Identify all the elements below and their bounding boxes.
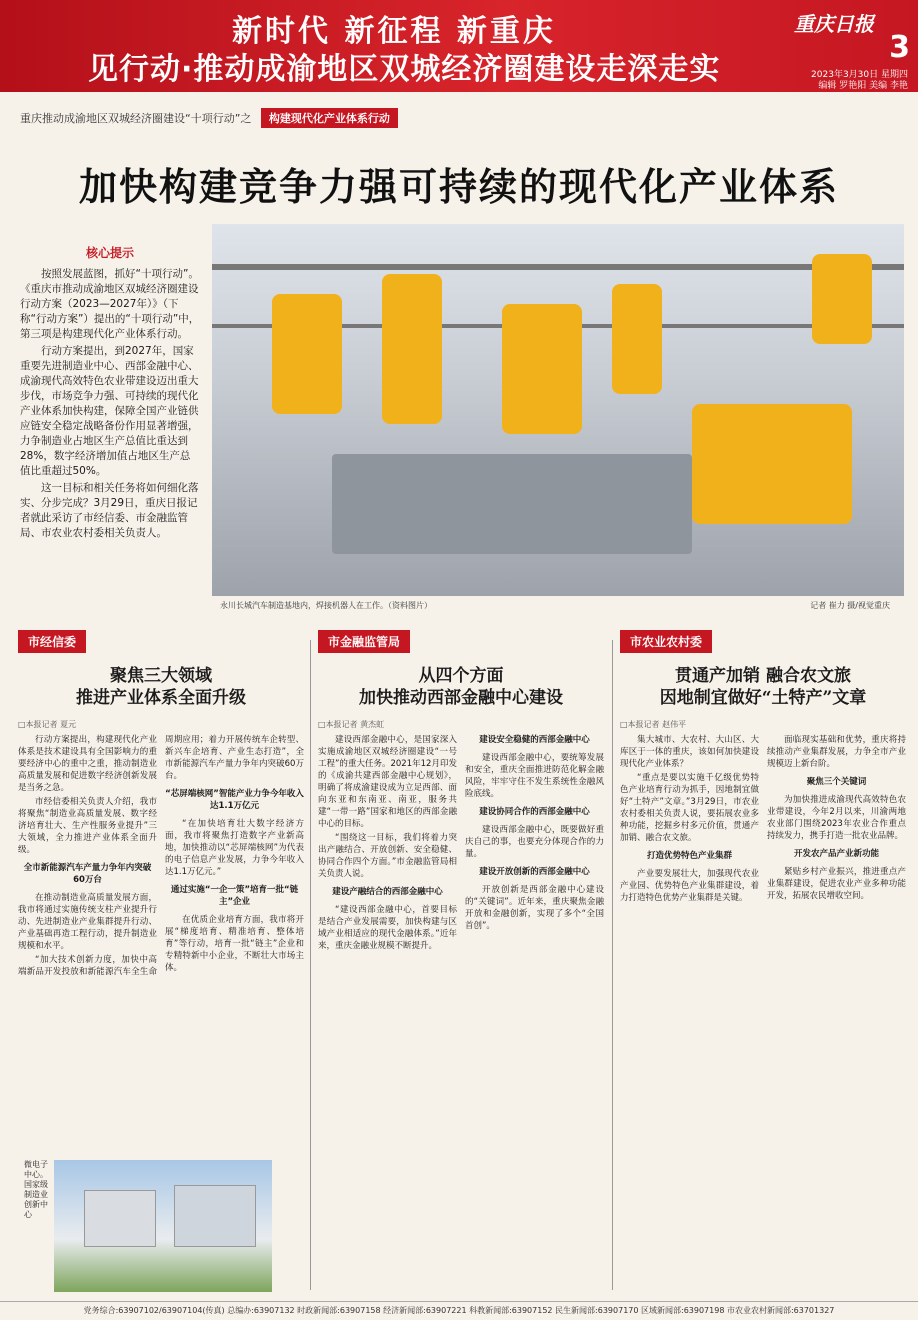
subheading: 通过实施“一企一策”培育一批“链主”企业 — [170, 885, 299, 907]
column-divider — [310, 640, 311, 1290]
robot-arm — [502, 304, 582, 434]
paragraph: 市经信委相关负责人介绍，我市将聚焦“制造业高质量发展、数字经济培育壮大、生产性服务业提升”三大领域，全力推进产业体系全面升级。 — [18, 797, 157, 855]
subheading: “芯屏端核网”智能产业力争今年收入达1.1万亿元 — [165, 789, 304, 811]
article-col3 — [620, 630, 906, 1292]
title-line: 因地制宜做好“土特产”文章 — [659, 688, 867, 708]
column-divider — [612, 640, 613, 1290]
summary-p1: 按照发展蓝图，抓好“十项行动”。《重庆市推动成渝地区双城经济圈建设行动方案（2023—2027年）》（下称“行动方案”）提出的“十项行动”中，第三项是构建现代化产业体系行动。 — [20, 268, 200, 340]
byline: □本报记者 夏元 — [18, 720, 77, 729]
paragraph: “在加快培育壮大数字经济方面，我市将聚焦打造数字产业新高地，加快推动以“芯屏端核网”为代表的电子信息产业发展，力争今年收入达1.1万亿元。” — [165, 819, 304, 877]
robot-arm — [812, 254, 872, 344]
main-headline: 加快构建竞争力强可持续的现代化产业体系 — [78, 164, 839, 209]
paragraph: 在优质企业培育方面，我市将开展“梯度培育、精准培育、整体培育”等行动，培育一批“链主”企业和专精特新中小企业，不断壮大市场主体。 — [165, 915, 304, 973]
paragraph: “加大技术创新力度，加快中高端新品开发投放和新能源汽车全生命周期应用；着力开展传统车企转型、新兴车企培育、产业生态打造”，全市新能源汽车产量力争年内突破60万台。 — [18, 735, 304, 977]
subheading: 建设产融结合的西部金融中心 — [332, 887, 443, 897]
header-line1: 新时代 新征程 新重庆 — [232, 14, 556, 49]
robot-arm — [272, 294, 342, 414]
paragraph: 在推动制造业高质量发展方面，我市将通过实施传统支柱产业提升行动、先进制造业产业集群提升行动、产业基础再造工程行动，提升制造业规模和水平。 — [18, 893, 157, 951]
header-line2: 见行动·推动成渝地区双城经济圈建设走深走实 — [88, 52, 721, 87]
topic-line — [20, 108, 398, 128]
thumb-caption: 微电子中心。国家级制造业创新中心 — [24, 1160, 48, 1219]
page-header — [0, 0, 918, 92]
paragraph: 建设西部金融中心，既要做好重庆自己的事，也要充分体现合作的力量。 — [465, 825, 604, 859]
section-tag: 市农业农村委 — [620, 630, 712, 653]
paragraph: 面临现实基础和优势，重庆将持续推动产业集群发展，力争全市产业规模迈上新台阶。 — [767, 735, 906, 769]
title-line: 贯通产加销 融合农文旅 — [675, 666, 851, 686]
subheading: 建设协同合作的西部金融中心 — [479, 807, 590, 817]
article-col2 — [318, 630, 604, 1292]
paragraph: 建设西部金融中心，是国家深入实施成渝地区双城经济圈建设“一号工程”的重大任务。2021年12月印发的《成渝共建西部金融中心规划》，明确了将成渝建设成为立足西部、面向东亚和东南亚、南亚，服务共建“一带一路”国家和地区的西部金融中心的目标。 — [318, 735, 457, 829]
paragraph: “建设西部金融中心，首要目标是结合产业发展需要，加快构建与区域产业相适应的现代金融体系。”近年来，重庆金融业规模不断提升。 — [318, 905, 457, 951]
building-photo — [54, 1160, 272, 1292]
topic-tag: 构建现代化产业体系行动 — [261, 108, 398, 128]
title-line: 加快推动西部金融中心建设 — [359, 688, 563, 708]
building-shape — [84, 1190, 156, 1247]
paragraph: 开放创新是西部金融中心建设的“关键词”。近年来，重庆聚焦金融开放和金融创新，实现了多个“全国首创”。 — [465, 885, 604, 931]
photo-rail — [212, 264, 904, 270]
topic-prefix: 重庆推动成渝地区双城经济圈建设“十项行动”之 — [20, 112, 252, 125]
article-body — [318, 734, 604, 952]
title-line: 推进产业体系全面升级 — [76, 688, 246, 708]
car-body-frame — [332, 454, 692, 554]
article-title — [18, 665, 304, 709]
article-title — [318, 665, 604, 709]
summary-p3: 这一目标和相关任务将如何细化落实、分步完成？3月29日，重庆日报记者就此采访了市经信委、市金融监管局、市农业农村委相关负责人。 — [20, 482, 199, 539]
page-number: 3 — [889, 30, 910, 65]
page-footer: 党务综合:63907102/63907104(传真) 总编办:63907132 时政新闻部:63907158 经济新闻部:63907221 科教新闻部:63907152 民生新闻部:63907170 区域新闻部:63907198 市农业农村新闻部:63701327 — [0, 1301, 918, 1320]
subheading: 全市新能源汽车产量力争年内突破60万台 — [23, 863, 152, 885]
subheading: 建设安全稳健的西部金融中心 — [479, 735, 590, 745]
paragraph: “围绕这一目标，我们将着力突出产融结合、开放创新、安全稳健、协同合作四个方面。”市金融监管局相关负责人说。 — [318, 833, 457, 879]
subheading: 开发农产品产业新功能 — [793, 849, 879, 859]
paragraph: “重点是要以实施千亿级优势特色产业培育行动为抓手，因地制宜做好“土特产”文章。”3月29日，市农业农村委相关负责人说，要拓展农业多种功能，挖掘乡村多元价值，贯通产加销、融合农文旅。 — [620, 773, 759, 843]
issue-date: 2023年3月30日 星期四 — [811, 70, 908, 80]
summary-label: 核心提示 — [85, 246, 134, 260]
article-body — [620, 734, 906, 905]
section-tag: 市金融监管局 — [318, 630, 410, 653]
robot-arm — [692, 404, 852, 524]
article-body — [18, 734, 304, 978]
subheading: 建设开放创新的西部金融中心 — [479, 867, 590, 877]
article-title — [620, 665, 906, 709]
title-line: 聚焦三大领域 — [110, 666, 212, 686]
photo-credit: 记者 崔力 摄/视觉重庆 — [810, 601, 890, 610]
title-line: 从四个方面 — [418, 666, 504, 686]
factory-robot-photo — [212, 224, 904, 596]
newspaper-logo: 重庆日报 — [794, 12, 874, 36]
key-summary — [20, 246, 200, 543]
section-tag: 市经信委 — [18, 630, 86, 653]
header-meta — [811, 70, 908, 92]
subheading: 聚焦三个关键词 — [806, 777, 867, 787]
byline: □本报记者 黄杰虹 — [318, 720, 385, 729]
robot-arm — [382, 274, 442, 424]
paragraph: 行动方案提出，构建现代化产业体系是技术建设具有全国影响力的重要经济中心的重中之重，推动制造业高质量发展和促进数字经济创新发展是当务之急。 — [18, 735, 157, 793]
paragraph: 为加快推进成渝现代高效特色农业带建设，今年2月以来，川渝两地农业部门围绕2023年农业合作重点持续发力，携手打造一批农业品牌。 — [767, 795, 906, 841]
building-shape — [174, 1185, 256, 1247]
paragraph: 集大城市、大农村、大山区、大库区于一体的重庆，该如何加快建设现代化产业体系？ — [620, 735, 759, 769]
subheading: 打造优势特色产业集群 — [646, 851, 732, 861]
photo-caption: 永川长城汽车制造基地内，焊接机器人在工作。（资料图片） — [220, 601, 432, 610]
paragraph: 产业要发展壮大，加强现代农业产业园、优势特色产业集群建设，着力打造特色优势产业集群是关键。 — [620, 869, 759, 903]
paragraph: 紧贴乡村产业振兴，推进重点产业集群建设，促进农业产业多种功能开发，拓展农民增收空间。 — [767, 867, 906, 901]
robot-arm — [612, 284, 662, 394]
editors: 编辑 罗艳阳 美编 李艳 — [818, 81, 908, 91]
summary-p2: 行动方案提出，到2027年，国家重要先进制造业中心、西部金融中心、成渝现代高效特色农业带建设迈出重大步伐，市场竞争力强、可持续的现代化产业体系加快构建，保障全国产业链供应链安全稳定战略备份作用显著增强，力争制造业占地区生产总值比重达到28%，数字经济增加值占地区生产总值比重超过50%。 — [20, 345, 199, 477]
paragraph: 建设西部金融中心，要统筹发展和安全，重庆全面推进防范化解金融风险，牢牢守住不发生系统性金融风险底线。 — [465, 753, 604, 799]
byline: □本报记者 赵伟平 — [620, 720, 687, 729]
